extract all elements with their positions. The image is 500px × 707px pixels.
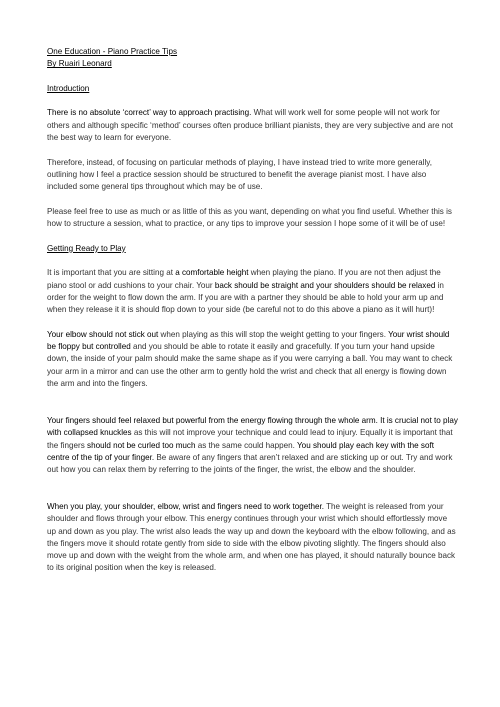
body-text: and you should be able to rotate it easily and gracefully. If you turn your hand upside down, the inside of your palm should make the same shape as if you were carrying a ball. You may want to check your arm in a mirror and can use the other arm to gently hold the wrist and check that all energy is flowing down the arm and into the fingers.: [47, 342, 453, 389]
section-heading-introduction: Introduction: [47, 83, 90, 93]
body-text: as this will not improve your technique and could lead to injury. Equally it is important that the fingers: [47, 428, 453, 450]
body-text: when playing the piano. If you are not then adjust the piano stool or add cushions to your chair. Your: [47, 268, 441, 290]
paragraph: [47, 157, 458, 194]
body-text: Be aware of any fingers that aren’t relaxed and are sticking up or out. Try and work out how you can relax them by referring to the joints of the finger, the wrist, the elbow and the shoulder.: [47, 452, 453, 475]
body-text: The weight is released from your shoulder and flows through your elbow. This energy continues through your wrist which should effortlessly move up and down as you play. The wrist also leads the way up and down the keyboard with the elbow following, and as the fingers move it should rotate gently from side to side with the elbow pivoting slightly. The fingers should also move up and down with the weight from the whole arm, and when one has played, it should naturally bounce back to its original position when the key is released.: [47, 501, 456, 573]
paragraph: [47, 206, 458, 231]
body-text: It is important that you are sitting at: [47, 268, 176, 278]
body-text: Therefore, instead, of focusing on particular methods of playing, I have instead tried to write more generally, outlining how I feel a practice session should be structured to benefit the average pianist most. I have also included some general tips throughout which may be of use.: [47, 157, 432, 192]
paragraph: [47, 329, 458, 390]
body-text: as the same could happen.: [195, 440, 298, 450]
paragraph: [47, 415, 458, 476]
body-text: What will work well for some people will not work for others and although specific ‘method’ courses often produce brilliant pianists, they are very subjective and are not the best way to learn for everyone.: [47, 108, 453, 143]
emphasis-text: You should play each key with the soft centre of the tip of your finger.: [47, 440, 434, 462]
emphasis-text: When you play, your shoulder, elbow, wrist and fingers need to work together.: [47, 501, 324, 511]
body-text: when playing as this will stop the weight getting to your fingers.: [158, 329, 389, 339]
emphasis-text: There is no absolute ‘correct’ way to approach practising.: [47, 108, 252, 118]
section-heading-getting-ready: Getting Ready to Play: [47, 243, 126, 253]
document-page: [47, 46, 458, 575]
document-title: One Education - Piano Practice Tips: [47, 47, 178, 56]
emphasis-text: Your wrist should be floppy but controlled: [47, 329, 450, 352]
paragraph: [47, 501, 458, 575]
emphasis-text: Your fingers should feel relaxed but powerful from the energy flowing through the whole arm. It is crucial not to play with collapsed knuckles: [47, 415, 458, 438]
paragraph: [47, 107, 458, 144]
document-author: By Ruairi Leonard: [47, 59, 112, 69]
emphasis-text: Your elbow should not stick out: [47, 329, 159, 339]
emphasis-text: back should be straight and your shoulders should be relaxed: [214, 280, 436, 290]
body-text: Please feel free to use as much or as little of this as you want, depending on what you find useful. Whether this is how to structure a session, what to practice, or any tips to improve your session I hope some of it will be of use!: [47, 206, 452, 229]
paragraph: [47, 267, 458, 316]
emphasis-text: should not be curled too much: [87, 440, 196, 450]
emphasis-text: a comfortable height: [175, 268, 249, 278]
body-text: in order for the weight to flow down the arm. If you are with a partner they should be able to hold your arm up and when they release it it is should flop down to your side (be careful not to do this above a piano as it will hurt)!: [47, 280, 444, 315]
